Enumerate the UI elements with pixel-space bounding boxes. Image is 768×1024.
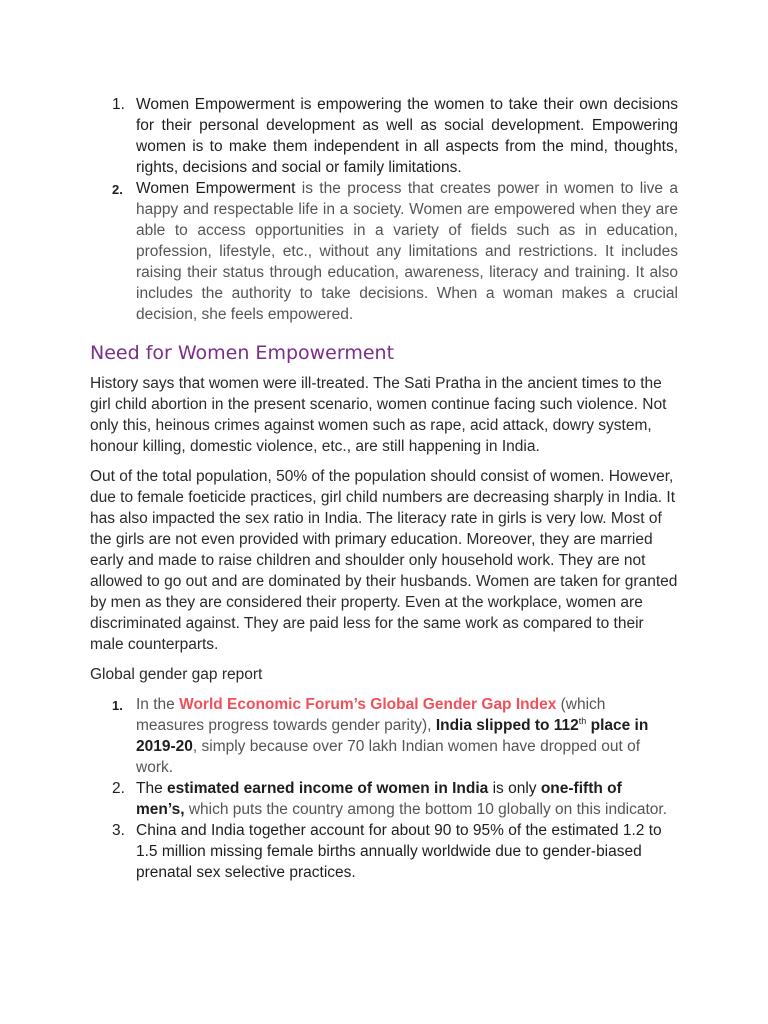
gender-gap-index-link[interactable]: World Economic Forum’s Global Gender Gap Index: [179, 696, 561, 713]
list-item-text: is the process that creates power in women to live a happy and respectable life in a society. Women are empowered when they are able to access opportunities in a variety of fields such as in education, profession, lifestyle, etc., without any limitations and restrictions. It includes raising their status through education, awareness, literacy and training. It also includes the authority to take decisions. When a woman makes a crucial decision, she feels empowered.: [136, 180, 678, 323]
list-item: [90, 94, 678, 178]
list-item-intro: In the: [136, 696, 180, 713]
list-item-intro: The: [136, 780, 168, 797]
list-item-text: Women Empowerment is empowering the women to take their own decisions for their personal development as well as social development. Empowering women is to make them independent in all aspects from the mind, thoughts, rights, decisions and social or family limitations.: [136, 96, 678, 176]
paragraph-population: Out of the total population, 50% of the population should consist of women. However, due to female foeticide practices, girl child numbers are decreasing sharply in India. It has also impacted the sex ratio in India. The literacy rate in girls is very low. Most of the girls are not even provided with primary education. Moreover, they are married early and made to raise children and shoulder only household work. They are not allowed to go out and are dominated by their husbands. Women are taken for granted by men as they are considered their property. Even at the workplace, women are discriminated against. They are paid less for the same work as compared to their male counterparts.: [90, 468, 678, 653]
list-item: [90, 178, 678, 325]
gender-gap-list: [90, 694, 670, 883]
list-item-text: , simply because over 70 lakh Indian women have dropped out of work.: [136, 738, 641, 776]
list-item-text: China and India together account for about 90 to 95% of the estimated 1.2 to 1.5 million missing female births annually worldwide due to gender-biased prenatal sex selective practices.: [136, 822, 662, 881]
definition-list: [90, 94, 678, 325]
superscript: th: [578, 715, 587, 726]
list-number: 3.: [112, 822, 125, 839]
list-item-bold: India slipped to 112: [435, 717, 579, 734]
list-number: 2.: [112, 182, 123, 197]
list-item: [90, 778, 670, 820]
list-item-bold: place in 2019-20: [136, 717, 649, 755]
list-item: [90, 694, 670, 778]
list-item: [90, 820, 670, 883]
subheading: Global gender gap report: [90, 666, 263, 683]
list-item-text: (which measures progress towards gender parity),: [136, 696, 606, 734]
list-item-bold: one-fifth of men’s,: [136, 780, 622, 818]
list-item-lead: Women Empowerment: [136, 180, 296, 197]
paragraph-history: History says that women were ill-treated. The Sati Pratha in the ancient times to the girl child abortion in the present scenario, women continue facing such violence. Not only this, heinous crimes against women such as rape, acid attack, dowry system, honour killing, domestic violence, etc., are still happening in India.: [90, 375, 667, 455]
list-number: 2.: [112, 780, 125, 797]
list-number: 1.: [112, 96, 125, 113]
list-item-text: which puts the country among the bottom 10 globally on this indicator.: [184, 801, 668, 818]
list-item-text: is only: [488, 780, 541, 797]
list-item-bold: estimated earned income of women in India: [167, 780, 489, 797]
section-heading: Need for Women Empowerment: [90, 342, 395, 364]
list-number: 1.: [112, 698, 123, 713]
